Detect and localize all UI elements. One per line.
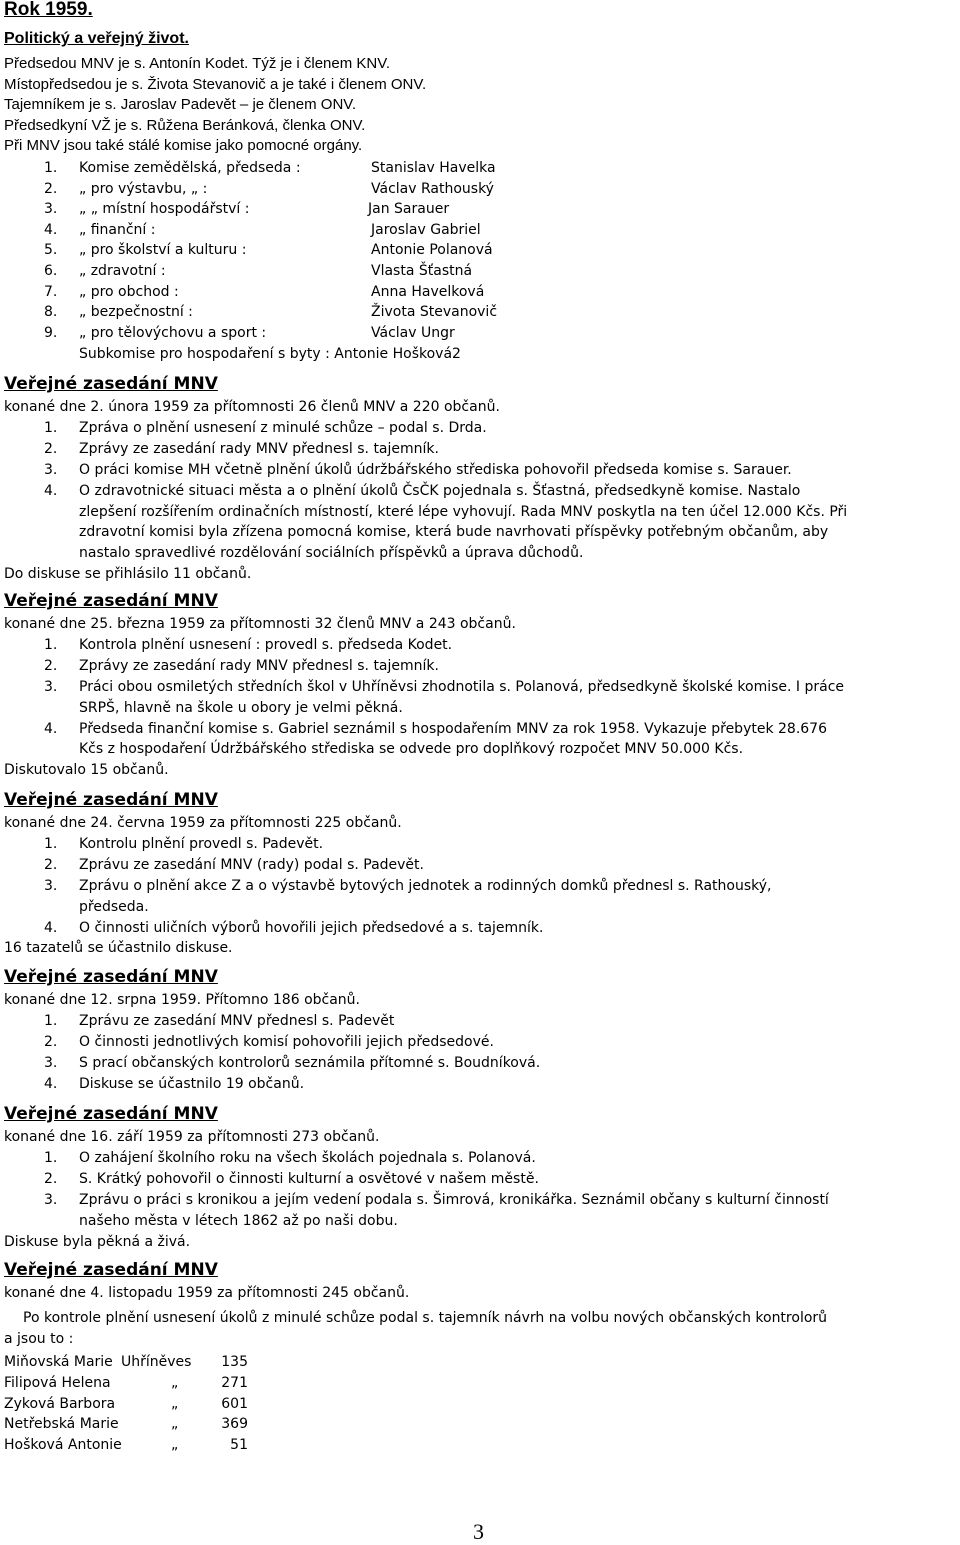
meeting-closing: Diskutovalo 15 občanů. <box>4 762 169 779</box>
agenda-item-number: 4. <box>44 720 58 737</box>
agenda-item-text: Zpráva o plnění usnesení z minulé schůze – podal s. Drda. <box>79 419 487 436</box>
meeting-intro: konané dne 4. listopadu 1959 za přítomnosti 245 občanů. <box>4 1285 410 1301</box>
candidate-number: 135 <box>221 1354 248 1370</box>
meeting-heading: Veřejné zasedání MNV <box>4 591 218 611</box>
commission-number: 4. <box>44 221 58 238</box>
commission-name: Komise zemědělská, předseda : <box>79 160 301 176</box>
agenda-item-text: našeho města v létech 1862 až po naši dobu. <box>79 1212 398 1229</box>
commission-name: „ finanční : <box>79 221 156 238</box>
agenda-item-text: Kontrola plnění usnesení : provedl s. předseda Kodet. <box>79 636 453 653</box>
commission-name: „ bezpečnostní : <box>79 304 193 321</box>
agenda-item-text: Zprávu o práci s kronikou a jejím vedení podala s. Šimrová, kronikářka. Seznámil občany s kulturní činností <box>79 1191 829 1208</box>
agenda-item-number: 4. <box>44 919 58 936</box>
commission-chair: Jaroslav Gabriel <box>371 221 481 238</box>
page-title: Rok 1959. <box>4 0 93 20</box>
proposal-text: a jsou to : <box>4 1331 74 1347</box>
candidate-name: Hošková Antonie <box>4 1437 122 1454</box>
agenda-item-text: zdravotní komisi byla zřízena pomocná komise, která bude navrhovati příspěvky potřebným občanům, aby <box>79 524 829 541</box>
commission-number: 6. <box>44 263 58 279</box>
commission-name: „ pro školství a kulturu : <box>79 242 247 259</box>
agenda-item-text: Zprávy ze zasedání rady MNV přednesl s. tajemník. <box>79 657 439 674</box>
commission-chair: Václav Rathouský <box>371 180 494 197</box>
commission-name: „ pro obchod : <box>79 283 179 300</box>
agenda-item-text: Zprávu ze zasedání MNV (rady) podal s. Padevět. <box>79 856 424 873</box>
meeting-heading: Veřejné zasedání MNV <box>4 790 218 810</box>
commission-number: 2. <box>44 180 58 197</box>
agenda-item-number: 2. <box>44 440 58 457</box>
agenda-item-number: 2. <box>44 657 58 674</box>
commission-number: 1. <box>44 160 58 176</box>
candidate-name: Miňovská Marie <box>4 1354 113 1370</box>
agenda-item-text: nastalo spravedlivé rozdělování sociálních příspěvků a úprava důchodů. <box>79 545 584 562</box>
intro-line: Tajemníkem je s. Jaroslav Padevět – je členem ONV. <box>4 96 357 113</box>
agenda-item-text: Práci obou osmiletých středních škol v Uhříněvsi zhodnotila s. Polanová, předsedkyně školské komise. I práce <box>79 678 845 695</box>
page-number: 3 <box>473 1519 484 1544</box>
commission-name: „ „ místní hospodářství : <box>79 201 250 218</box>
intro-line: Předsedou MNV je s. Antonín Kodet. Týž je i členem KNV. <box>4 55 391 72</box>
agenda-item-number: 1. <box>44 419 58 436</box>
proposal-text: Po kontrole plnění usnesení úkolů z minulé schůze podal s. tajemník návrh na volbu nových občanských kontrolorů <box>23 1310 828 1326</box>
meeting-intro: konané dne 16. září 1959 za přítomnosti 273 občanů. <box>4 1129 380 1145</box>
agenda-item-number: 3. <box>44 678 58 695</box>
agenda-item-text: Předseda finanční komise s. Gabriel seznámil s hospodařením MNV za rok 1958. Vykazuje přebytek 28.676 <box>79 720 827 737</box>
meeting-closing: 16 tazatelů se účastnilo diskuse. <box>4 940 233 957</box>
meeting-intro: konané dne 25. března 1959 za přítomnosti 32 členů MNV a 243 občanů. <box>4 616 516 632</box>
candidate-place: „ <box>171 1395 179 1412</box>
agenda-item-text: Kčs z hospodaření Údržbářského střediska se odvede pro doplňkový rozpočet MNV 50.000 Kčs. <box>79 741 744 758</box>
agenda-item-text: Zprávu ze zasedání MNV přednesl s. Padevět <box>79 1012 395 1029</box>
agenda-item-number: 3. <box>44 877 58 894</box>
candidate-place: „ <box>171 1437 179 1454</box>
intro-line: Místopředsedou je s. Života Stevanovič a je také i členem ONV. <box>4 75 427 93</box>
candidate-name: Netřebská Marie <box>4 1416 119 1433</box>
subcommission-line: Subkomise pro hospodaření s byty : Antonie Hošková2 <box>79 346 461 362</box>
agenda-item-text: Zprávy ze zasedání rady MNV přednesl s. tajemník. <box>79 440 439 457</box>
agenda-item-number: 1. <box>44 835 58 852</box>
agenda-item-number: 1. <box>44 1012 58 1029</box>
candidate-number: 601 <box>221 1395 248 1412</box>
agenda-item-text: O činnosti jednotlivých komisí pohovořili jejich předsedové. <box>79 1033 494 1050</box>
agenda-item-number: 3. <box>44 461 58 478</box>
agenda-item-text: zlepšení rozšířením ordinačních místností, které lépe vyhovují. Rada MNV poskytla na ten účel 12.000 Kčs. Při <box>79 503 848 520</box>
candidate-place: „ <box>171 1374 179 1391</box>
agenda-item-text: O práci komise MH včetně plnění úkolů údržbářského střediska pohovořil předseda komise s. Sarauer. <box>79 461 792 478</box>
agenda-item-text: O činnosti uličních výborů hovořili jejich předsedové a s. tajemník. <box>79 919 544 936</box>
candidate-number: 271 <box>221 1374 248 1391</box>
commission-number: 5. <box>44 242 58 259</box>
section-title: Politický a veřejný život. <box>4 30 189 47</box>
commission-number: 3. <box>44 201 58 218</box>
commission-number: 8. <box>44 304 58 321</box>
meeting-closing: Do diskuse se přihlásilo 11 občanů. <box>4 566 252 583</box>
candidate-place: Uhříněves <box>121 1354 192 1370</box>
agenda-item-text: Kontrolu plnění provedl s. Padevět. <box>79 835 324 852</box>
agenda-item-number: 4. <box>44 482 58 499</box>
meeting-heading: Veřejné zasedání MNV <box>4 1260 218 1280</box>
agenda-item-number: 2. <box>44 1170 58 1187</box>
agenda-item-text: Diskuse se účastnilo 19 občanů. <box>79 1075 305 1092</box>
agenda-item-text: S. Krátký pohovořil o činnosti kulturní a osvětové v našem městě. <box>79 1170 539 1187</box>
meeting-closing: Diskuse byla pěkná a živá. <box>4 1233 191 1250</box>
commission-number: 9. <box>44 324 58 341</box>
commission-chair: Jan Sarauer <box>368 201 450 218</box>
candidate-number: 369 <box>221 1416 248 1433</box>
commission-chair: Antonie Polanová <box>371 242 493 259</box>
meeting-heading: Veřejné zasedání MNV <box>4 967 218 987</box>
commission-name: „ pro tělovýchovu a sport : <box>79 324 267 341</box>
meeting-intro: konané dne 24. června 1959 za přítomnosti 225 občanů. <box>4 815 402 831</box>
candidate-name: Zyková Barbora <box>4 1395 116 1412</box>
agenda-item-number: 3. <box>44 1191 58 1208</box>
commission-chair: Stanislav Havelka <box>371 160 496 176</box>
commission-number: 7. <box>44 283 58 300</box>
meeting-intro: konané dne 2. února 1959 za přítomnosti 26 členů MNV a 220 občanů. <box>4 399 500 415</box>
agenda-item-text: Zprávu o plnění akce Z a o výstavbě bytových jednotek a rodinných domků přednesl s. Rathouský, <box>79 877 772 894</box>
commission-chair: Života Stevanovič <box>371 304 498 321</box>
agenda-item-text: O zdravotnické situaci města a o plnění úkolů ČsČK pojednala s. Šťastná, předsedkyně komise. Nastalo <box>79 482 801 499</box>
meeting-intro: konané dne 12. srpna 1959. Přítomno 186 občanů. <box>4 992 360 1008</box>
commission-chair: Anna Havelková <box>371 283 485 300</box>
agenda-item-text: předseda. <box>79 898 149 915</box>
candidate-name: Filipová Helena <box>4 1374 111 1391</box>
agenda-item-number: 1. <box>44 1149 58 1166</box>
meeting-heading: Veřejné zasedání MNV <box>4 374 218 394</box>
agenda-item-text: SRPŠ, hlavně na škole u obory je velmi pěkná. <box>79 699 403 716</box>
commission-name: „ pro výstavbu, „ : <box>79 180 208 197</box>
candidate-number: 51 <box>230 1437 248 1454</box>
intro-line: Při MNV jsou také stálé komise jako pomocné orgány. <box>4 137 363 154</box>
agenda-item-text: S prací občanských kontrolorů seznámila přítomné s. Boudníková. <box>79 1054 541 1071</box>
commission-chair: Vlasta Šťastná <box>371 263 473 279</box>
agenda-item-number: 3. <box>44 1054 58 1071</box>
agenda-item-number: 4. <box>44 1075 58 1092</box>
intro-line: Předsedkyní VŽ je s. Růžena Beránková, členka ONV. <box>4 116 366 134</box>
commission-chair: Václav Ungr <box>371 324 455 341</box>
agenda-item-number: 2. <box>44 1033 58 1050</box>
candidate-place: „ <box>171 1416 179 1433</box>
agenda-item-number: 2. <box>44 856 58 873</box>
commission-name: „ zdravotní : <box>79 263 166 279</box>
meeting-heading: Veřejné zasedání MNV <box>4 1104 218 1124</box>
agenda-item-number: 1. <box>44 636 58 653</box>
agenda-item-text: O zahájení školního roku na všech školách pojednala s. Polanová. <box>79 1149 536 1166</box>
